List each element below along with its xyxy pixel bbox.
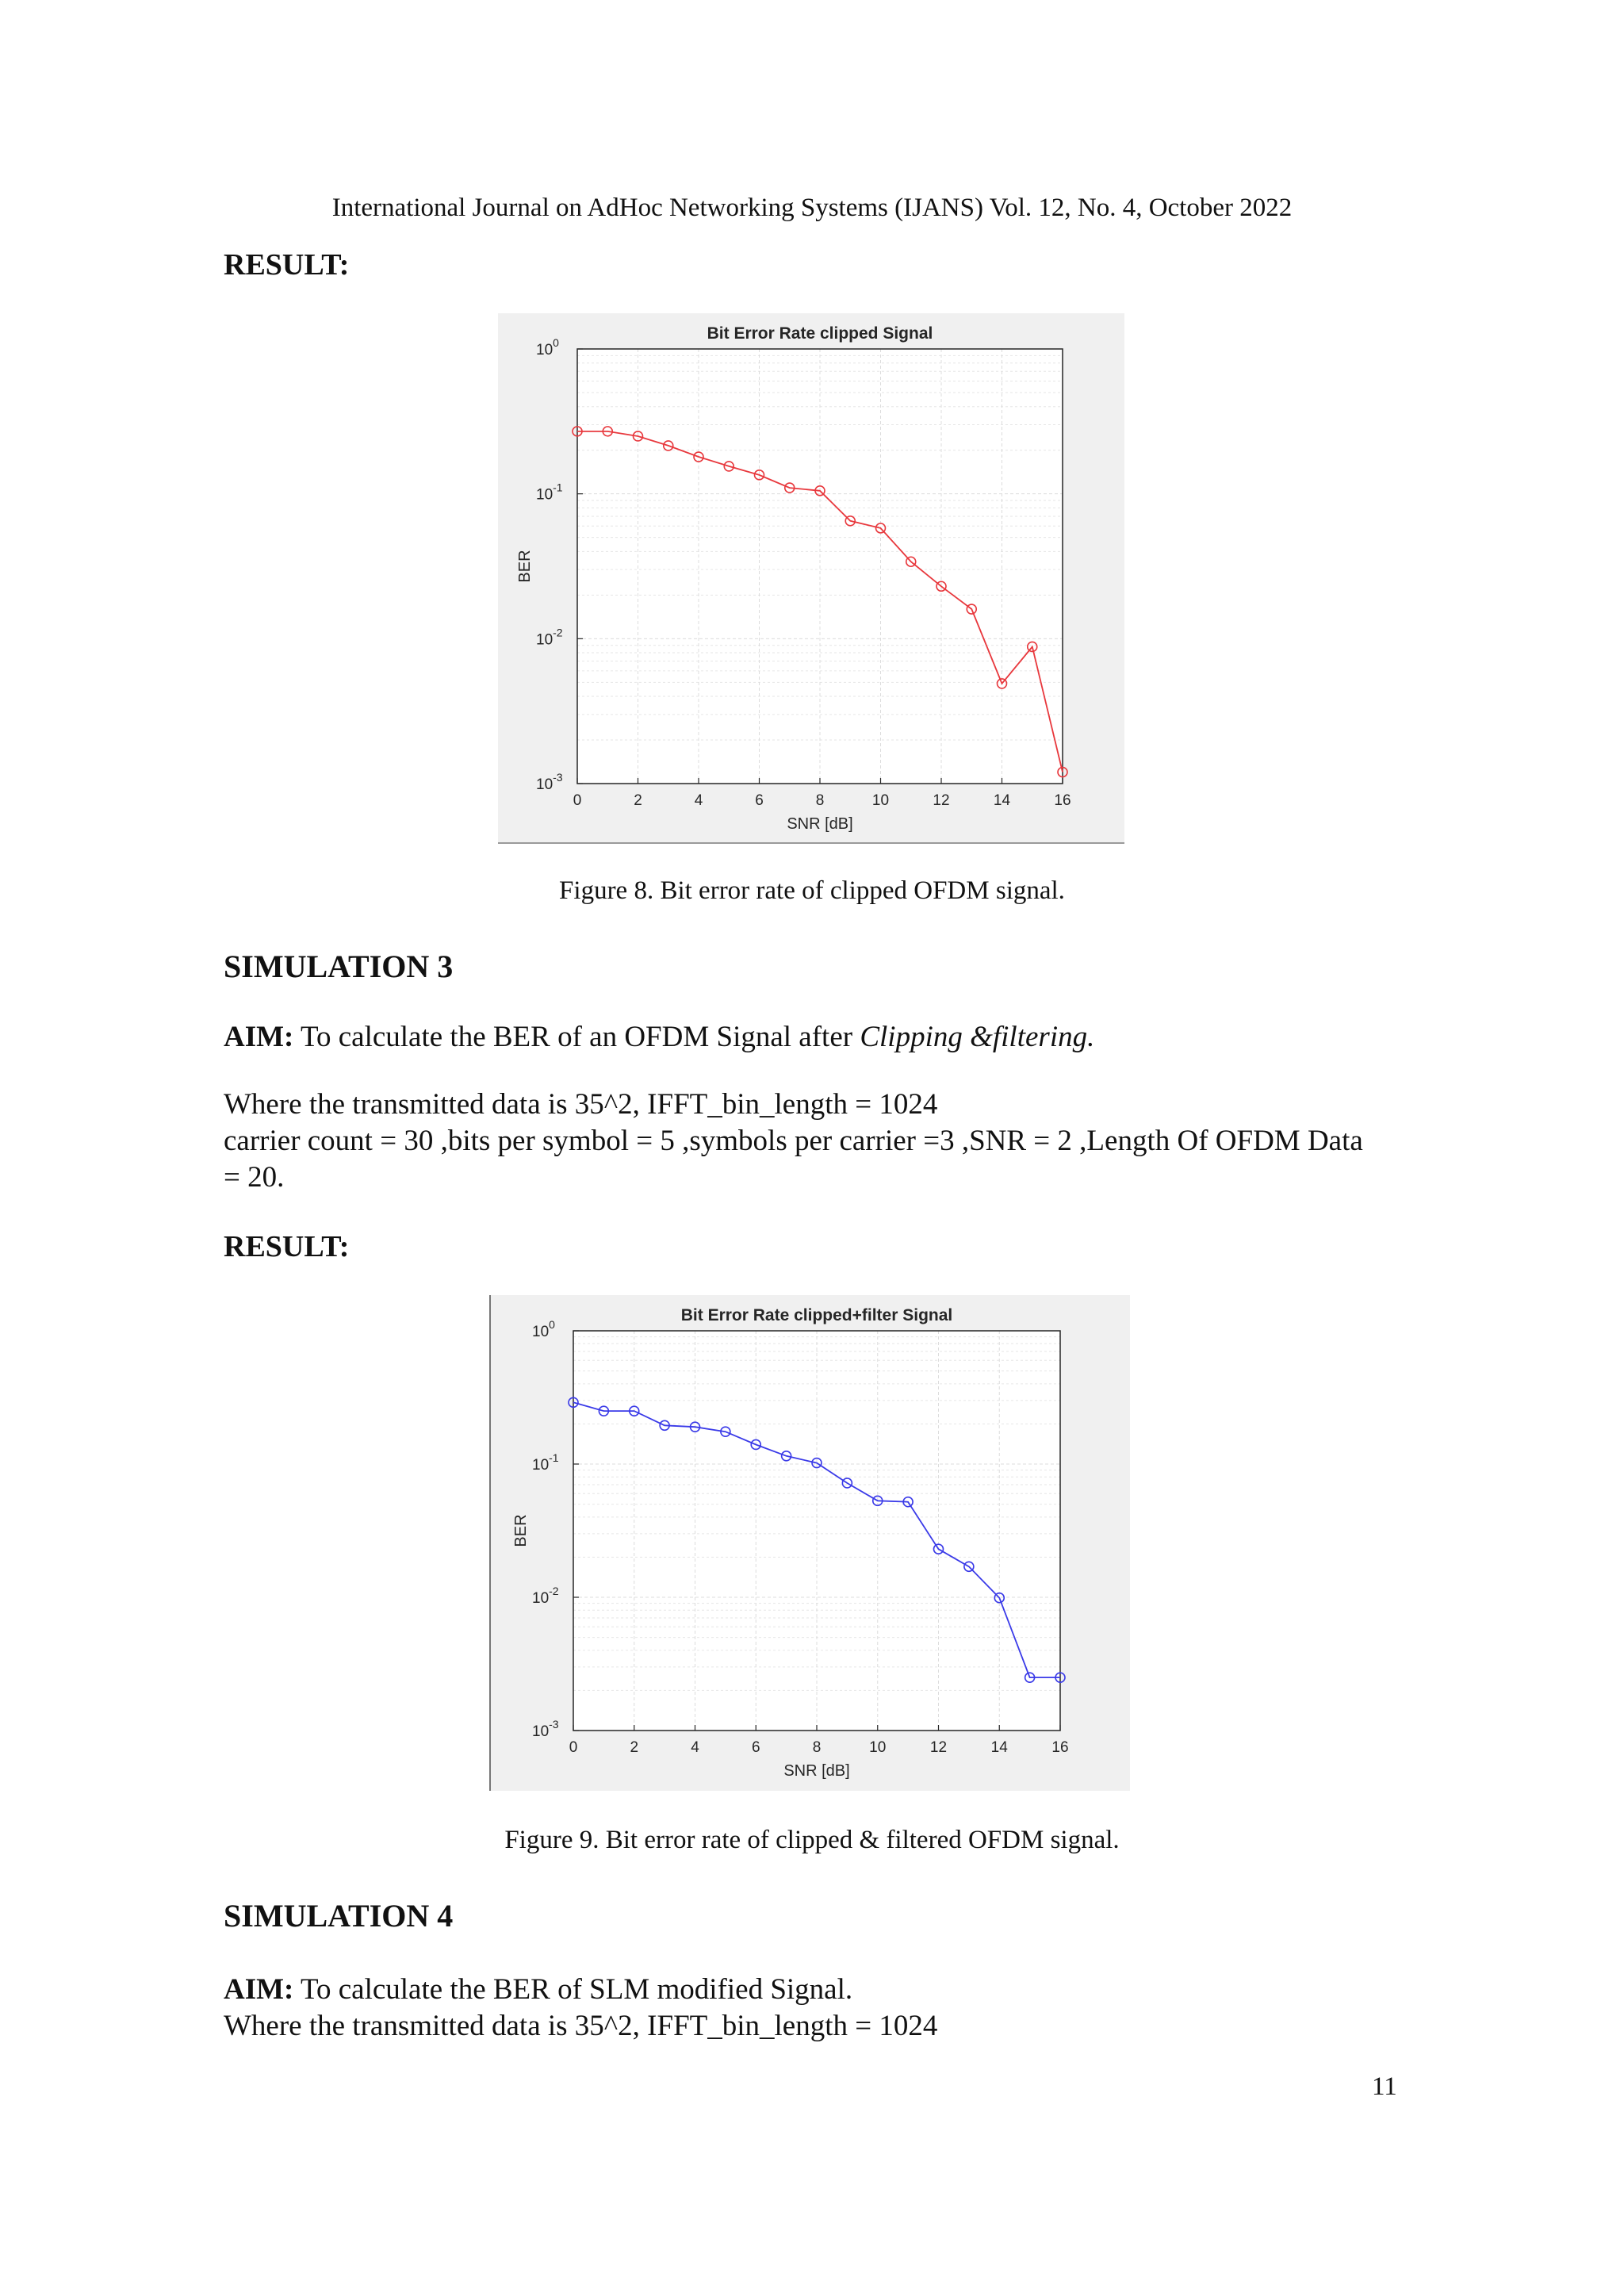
figure-9-caption: Figure 9. Bit error rate of clipped & filtered OFDM signal. [504,1826,1120,1854]
x-tick-label: 16 [1051,1739,1069,1756]
params-line-2: carrier count = 30 ,bits per symbol = 5 ,symbols per carrier =3 ,SNR = 2 ,Length Of OFDM Data [224,1125,1363,1157]
figure-9-left-rule [489,1295,491,1791]
y-tick-label: $10^{-2}$ [532,1585,559,1607]
x-tick-label: 14 [990,1739,1008,1756]
simulation-4-aim [224,1972,1405,2008]
x-tick-label: 2 [634,792,642,809]
y-tick-label: $10^{-1}$ [532,1451,559,1474]
running-header: International Journal on AdHoc Networking Systems (IJANS) Vol. 12, No. 4, October 2022 [331,194,1293,222]
simulation-4-heading: SIMULATION 4 [224,1898,454,1934]
aim-label: AIM: [224,1021,294,1053]
x-axis-label: SNR [dB] [787,815,853,833]
chart-ber-clipped [498,313,1124,843]
aim-italic-text: Clipping &filtering. [860,1021,1095,1053]
y-tick-label: $10^0$ [536,336,559,358]
simulation-3-params [224,1087,1405,1196]
y-axis-label: BER [516,550,534,583]
x-tick-label: 2 [630,1739,639,1756]
x-tick-label: 6 [751,1739,760,1756]
aim-label: AIM: [224,1973,294,2006]
x-axis-label: SNR [dB] [783,1762,850,1780]
x-tick-label: 0 [569,1739,578,1756]
x-tick-label: 0 [573,792,582,809]
chart-ber-clipped-filter [489,1295,1130,1791]
result-heading: RESULT: [224,248,350,282]
y-tick-label: $10^0$ [532,1318,555,1340]
simulation-3-aim [224,1019,1094,1056]
x-tick-label: 14 [993,792,1011,809]
x-tick-label: 12 [933,792,950,809]
y-tick-label: $10^{-2}$ [536,626,563,649]
x-tick-label: 8 [815,792,825,809]
y-tick-label: $10^{-1}$ [536,481,563,504]
x-tick-label: 8 [812,1739,822,1756]
page-number: 11 [1372,2072,1397,2101]
figure-8-caption: Figure 8. Bit error rate of clipped OFDM signal. [559,876,1065,905]
x-tick-label: 4 [691,1739,699,1756]
params-line-3: = 20. [224,1161,285,1194]
figure-9 [489,1295,1130,1791]
x-tick-label: 16 [1054,792,1071,809]
figure-8 [498,313,1124,843]
x-tick-label: 10 [871,792,890,809]
params-line-1: Where the transmitted data is 35^2, IFFT_bin_length = 1024 [224,1088,938,1121]
simulation-4-text [224,1972,1405,2045]
simulation-4-line-1: Where the transmitted data is 35^2, IFFT_bin_length = 1024 [224,2010,938,2042]
y-axis-label: BER [512,1514,530,1547]
y-tick-label: $10^{-3}$ [532,1718,559,1740]
aim-text: To calculate the BER of an OFDM Signal after [293,1021,860,1053]
result-heading-2: RESULT: [224,1230,350,1263]
y-tick-label: $10^{-3}$ [536,771,563,793]
x-tick-label: 6 [755,792,764,809]
simulation-3-heading: SIMULATION 3 [224,949,454,984]
x-tick-label: 10 [869,1739,887,1756]
chart-title: Bit Error Rate clipped Signal [707,324,933,343]
x-tick-label: 4 [694,792,703,809]
aim-text: To calculate the BER of SLM modified Signal. [293,1973,853,2006]
x-tick-label: 12 [929,1739,948,1756]
chart-title: Bit Error Rate clipped+filter Signal [680,1306,953,1324]
figure-8-bottom-rule [498,842,1124,844]
